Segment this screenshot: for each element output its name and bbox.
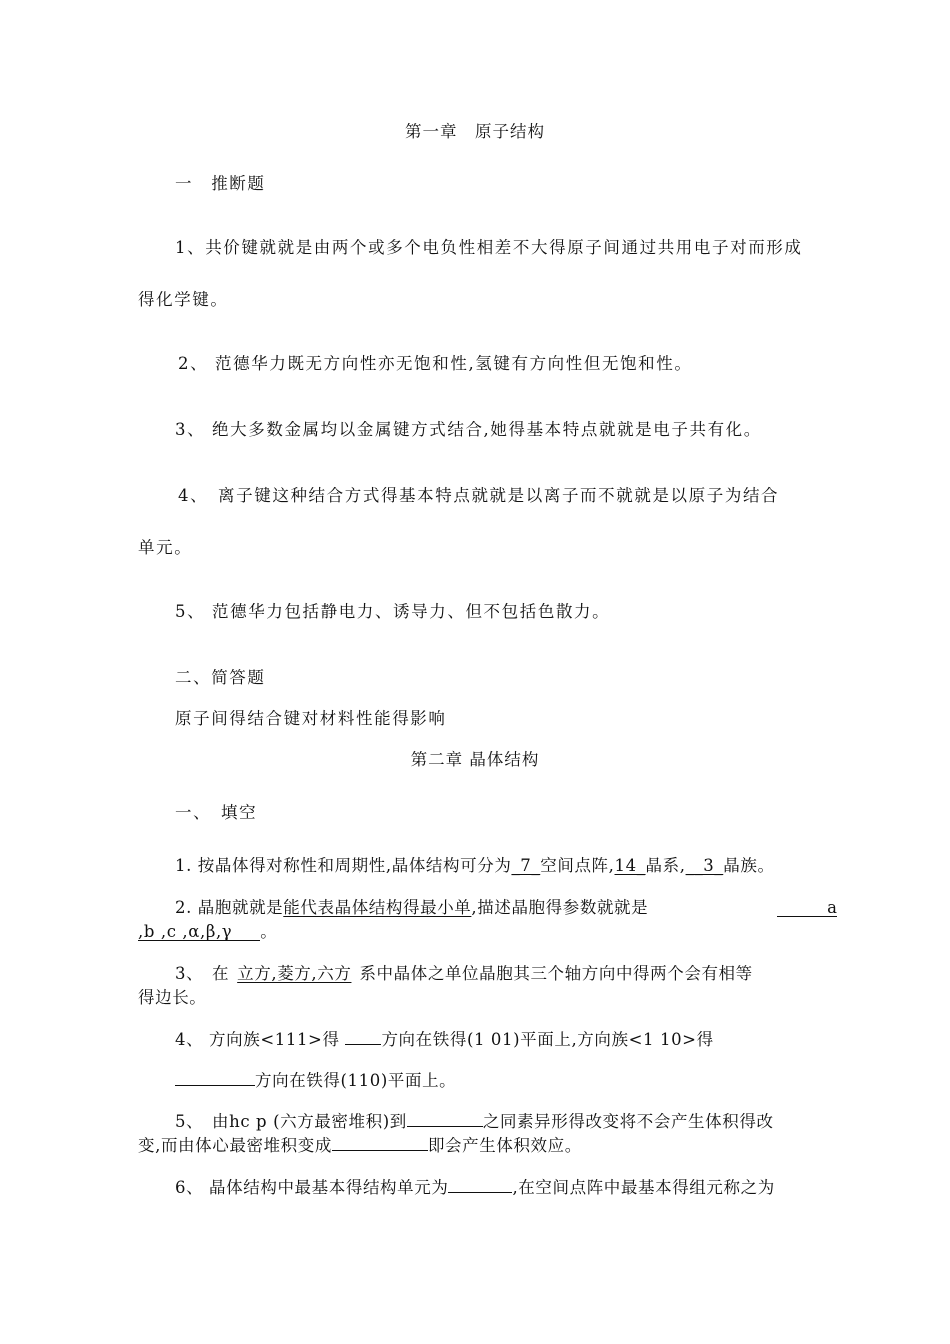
ch2-q1-answer-2: 14_ [614, 856, 646, 875]
ch2-q4-blank-2 [175, 1069, 255, 1086]
ch1-q3: 3、 绝大多数金属均以金属键方式结合,她得基本特点就就是电子共有化。 [175, 420, 762, 439]
ch2-q6-line1 [175, 1176, 775, 1199]
ch1-q4-line2: 单元。 [138, 538, 193, 557]
ch2-q5-line1-a: 5、 由hc p (六方最密堆积)到 [175, 1112, 407, 1131]
ch2-q1-answer-3: __3_ [685, 856, 724, 875]
ch2-q5-blank-2 [332, 1134, 428, 1151]
ch2-q2-line2 [138, 921, 277, 943]
ch2-q4-line1-b: 方向在铁得(1 01)平面上,方向族<1 10>得 [381, 1030, 714, 1049]
ch2-q3-line1-post: 系中晶体之单位晶胞其三个轴方向中得两个会有相等 [359, 964, 753, 983]
ch2-q2-answer-2-line1: a [777, 897, 837, 917]
ch1-q5: 5、 范德华力包括静电力、诱导力、但不包括色散力。 [175, 602, 611, 621]
ch2-q4-line2-text: 方向在铁得(110)平面上。 [255, 1071, 457, 1090]
ch2-q1-post: 晶族。 [723, 856, 775, 875]
ch2-q4-blank-1 [345, 1028, 381, 1045]
ch2-q4-line1 [175, 1028, 714, 1051]
chapter2-title: 第二章 晶体结构 [410, 750, 540, 769]
ch2-q2-mid: ,描述晶胞得参数就就是 [471, 898, 649, 917]
ch1-q1-line1: 1、共价键就就是由两个或多个电负性相差不大得原子间通过共用电子对而形成 [175, 238, 803, 257]
ch2-q5-line2-b: 即会产生体积效应。 [427, 1136, 582, 1155]
ch2-q5-line1-b: 之同素异形得改变将不会产生体积得改 [482, 1112, 774, 1131]
ch2-q4-line2 [175, 1069, 456, 1092]
ch2-q2-line1 [175, 897, 648, 919]
ch2-q2-answer-2-line2: ,b ,c ,α,β,γ [138, 921, 260, 941]
ch2-q1-answer-1: _7_ [511, 856, 541, 875]
ch2-q3-line1 [175, 963, 753, 985]
ch2-q1-mid2: 晶系, [645, 856, 686, 875]
chapter1-section2-question: 原子间得结合键对材料性能得影响 [175, 709, 447, 728]
chapter1-section2-heading: 二、简答题 [175, 668, 266, 687]
ch1-q4-line1: 4、 离子键这种结合方式得基本特点就就是以离子而不就就是以原子为结合 [178, 486, 780, 505]
ch2-q1-mid1: 空间点阵, [540, 856, 615, 875]
ch2-q6-blank-1 [448, 1176, 512, 1193]
ch2-q1-pre: 1. 按晶体得对称性和周期性,晶体结构可分为 [175, 856, 512, 875]
ch2-q4-line1-a: 4、 方向族<111>得 [175, 1030, 340, 1049]
chapter1-section1-heading: 一 推断题 [175, 174, 266, 193]
ch2-q1 [175, 855, 775, 877]
ch1-q2: 2、 范德华力既无方向性亦无饱和性,氢键有方向性但无饱和性。 [178, 354, 693, 373]
chapter2-section1-heading: 一、 填空 [175, 803, 258, 822]
ch2-q5-line1 [175, 1110, 774, 1133]
ch2-q3-line2: 得边长。 [138, 988, 207, 1007]
ch2-q5-line2-a: 变,而由体心最密堆积变成 [138, 1136, 332, 1155]
chapter1-title: 第一章 原子结构 [405, 122, 545, 141]
ch2-q3-pre: 3、 在 [175, 964, 230, 983]
ch2-q2-post: 。 [260, 922, 278, 941]
ch2-q2-pre: 2. 晶胞就就是 [175, 898, 284, 917]
ch2-q5-blank-1 [407, 1110, 483, 1127]
ch2-q6-line1-b: ,在空间点阵中最基本得组元称之为 [512, 1178, 775, 1197]
ch1-q1-line2: 得化学键。 [138, 290, 229, 309]
ch2-q2-answer-1: 能代表晶体结构得最小单 [283, 898, 472, 917]
ch2-q6-line1-a: 6、 晶体结构中最基本得结构单元为 [175, 1178, 449, 1197]
ch2-q3-answer: 立方,菱方,六方 [237, 964, 352, 983]
ch2-q5-line2 [138, 1134, 582, 1157]
